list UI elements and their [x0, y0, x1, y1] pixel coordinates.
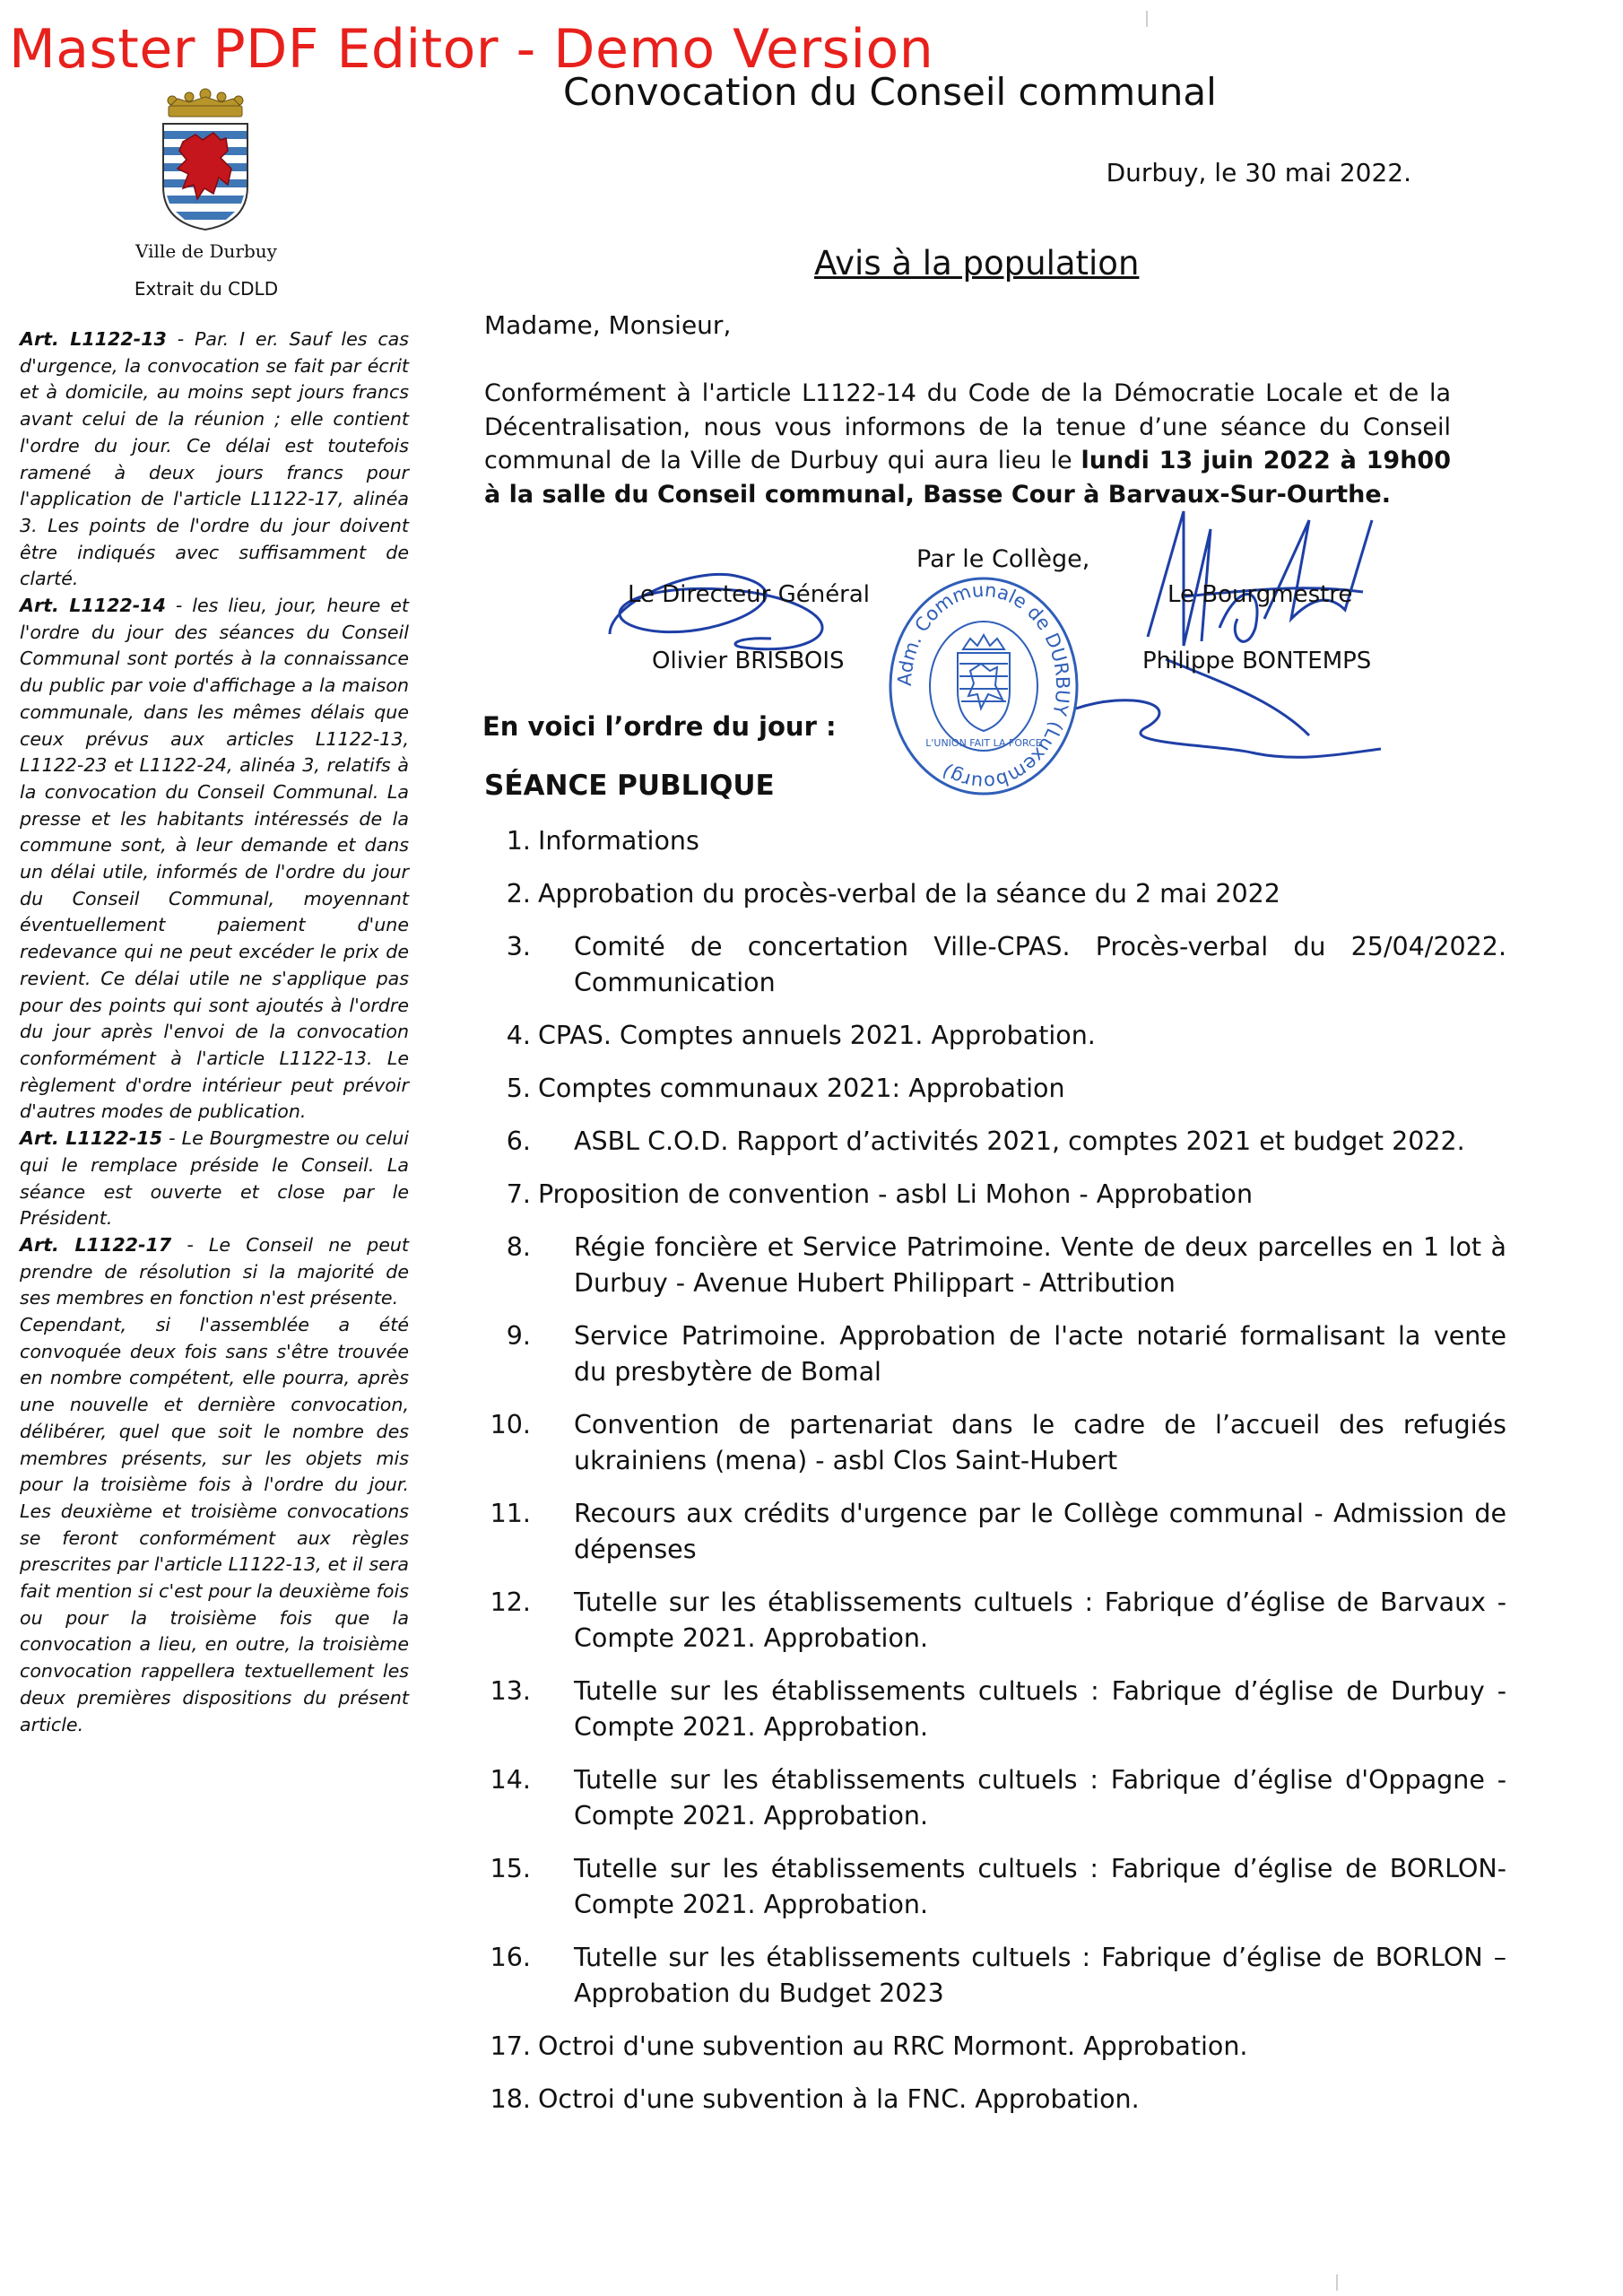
- agenda-item-text: Proposition de convention - asbl Li Mohon - Approbation: [538, 1179, 1254, 1209]
- agenda-item: [484, 1496, 1506, 1568]
- mayor-name: Philippe BONTEMPS: [1142, 648, 1372, 674]
- avis-heading: Avis à la population: [814, 244, 1140, 283]
- agenda-item-number: 4.: [506, 1021, 531, 1050]
- agenda-item: [484, 1674, 1506, 1745]
- watermark: Master PDF Editor - Demo Version: [9, 18, 934, 81]
- agenda-item: [484, 1762, 1506, 1834]
- cdld-paragraph: [20, 1232, 409, 1312]
- agenda-item-text: Tutelle sur les établissements cultuels : Fabrique d’église de Durbuy - Compte 2021. Approbation.: [574, 1676, 1506, 1742]
- scan-mark: [1336, 2274, 1338, 2291]
- agenda-item-number: 12.: [490, 1587, 531, 1617]
- agenda-item-number: 11.: [490, 1499, 531, 1528]
- agenda-list: [484, 823, 1506, 2135]
- cdld-excerpt: [20, 326, 409, 1738]
- cdld-paragraph: [20, 593, 409, 1126]
- agenda-item-text: Tutelle sur les établissements cultuels : Fabrique d’église de BORLON – Approbation du Budget 2023: [574, 1943, 1506, 2008]
- agenda-item-number: 18.: [490, 2084, 531, 2114]
- ville-name: Ville de Durbuy: [135, 240, 277, 262]
- agenda-item: [484, 2082, 1506, 2118]
- seance-heading: SÉANCE PUBLIQUE: [484, 770, 775, 802]
- agenda-item: [484, 1124, 1506, 1160]
- agenda-item: [484, 1585, 1506, 1657]
- agenda-item-text: Tutelle sur les établissements cultuels : Fabrique d’église de Barvaux - Compte 2021. Approbation.: [574, 1587, 1506, 1653]
- agenda-item-text: Service Patrimoine. Approbation de l'acte notarié formalisant la vente du presbytère de Bomal: [574, 1321, 1506, 1387]
- agenda-item-text: Tutelle sur les établissements cultuels : Fabrique d’église de BORLON-Compte 2021. Approbation.: [574, 1854, 1506, 1919]
- agenda-item: [484, 1230, 1506, 1301]
- article-text: - Par. I er. Sauf les cas d'urgence, la convocation se fait par écrit et à domicile, au moins sept jours francs avant celui de la réunion ; elle contient l'ordre du jour. Ce délai est toutefois ramené à deux jours francs pour l'application de l'article L1122-17, alinéa 3. Les points de l'ordre du jour doivent être indiqués avec suffisamment de clarté.: [20, 328, 409, 590]
- article-ref: Art. L1122-15: [20, 1127, 163, 1150]
- scan-mark: [1146, 11, 1148, 27]
- agenda-item-number: 16.: [490, 1943, 531, 1972]
- agenda-item-text: Octroi d'une subvention à la FNC. Approbation.: [538, 2084, 1140, 2114]
- agenda-item: [484, 823, 1506, 859]
- agenda-item: [484, 1177, 1506, 1213]
- agenda-item-text: Informations: [538, 826, 699, 856]
- agenda-item-number: 9.: [506, 1321, 531, 1351]
- agenda-item-number: 3.: [506, 932, 531, 961]
- article-text: - Le Bourgmestre ou celui qui le remplace préside le Conseil. La séance est ouverte et close par le Président.: [20, 1127, 409, 1230]
- agenda-item-number: 8.: [506, 1232, 531, 1262]
- agenda-item-text: Régie foncière et Service Patrimoine. Vente de deux parcelles en 1 lot à Durbuy - Avenue Hubert Philippart - Attribution: [574, 1232, 1506, 1298]
- agenda-item-number: 5.: [506, 1074, 531, 1103]
- intro-text: Conformément à l'article L1122-14 du Code de la Démocratie Locale et de la Décentralisation, nous vous informons de la tenue d’une séance du Conseil communal de la Ville de Durbuy qui aura lieu le: [484, 379, 1451, 474]
- agenda-item: [484, 1071, 1506, 1107]
- stamp-ring-text: Adm. Communale de DURBUY (Luxembourg): [893, 578, 1074, 794]
- mayor-signature-icon: [681, 484, 1399, 789]
- agenda-item-text: Tutelle sur les établissements cultuels : Fabrique d’église d'Oppagne - Compte 2021. Approbation.: [574, 1765, 1506, 1831]
- extrait-heading: Extrait du CDLD: [134, 278, 279, 300]
- article-text: - Le Conseil ne peut prendre de résolution si la majorité de ses membres en fonction n'est présente.: [20, 1233, 409, 1309]
- agenda-item: [484, 1318, 1506, 1390]
- agenda-item-number: 2.: [506, 879, 531, 909]
- agenda-item-number: 15.: [490, 1854, 531, 1883]
- article-text: Cependant, si l'assemblée a été convoquée deux fois sans s'être trouvée en nombre compétent, elle pourra, après une nouvelle et dernière convocation, délibérer, quel que soit le nombre des membres présents, sur les objets mis pour la troisième fois à l'ordre du jour. Les deuxième et troisième convocations se feront conformément aux règles prescrites par l'article L1122-13, et il sera fait mention si c'est pour la deuxième fois ou pour la troisième fois que la convocation a lieu, en outre, la troisième convocation rappellera textuellement les deux premières dispositions du présent article.: [20, 1314, 409, 1735]
- article-ref: Art. L1122-17: [20, 1233, 172, 1256]
- agenda-item-text: Comptes communaux 2021: Approbation: [538, 1074, 1065, 1103]
- mayor-title: Le Bourgmestre: [1167, 581, 1353, 608]
- agenda-item-text: Comité de concertation Ville-CPAS. Procès-verbal du 25/04/2022. Communication: [574, 932, 1506, 997]
- agenda-item-number: 14.: [490, 1765, 531, 1795]
- cdld-paragraph: [20, 1126, 409, 1232]
- agenda-item-number: 6.: [506, 1126, 531, 1156]
- document-date: Durbuy, le 30 mai 2022.: [1106, 158, 1411, 187]
- document-title: Convocation du Conseil communal: [563, 70, 1217, 114]
- agenda-item-text: Approbation du procès-verbal de la séance du 2 mai 2022: [538, 879, 1280, 909]
- agenda-item: [484, 929, 1506, 1001]
- agenda-item: [484, 876, 1506, 912]
- stamp-motto: L'UNION FAIT LA FORCE: [925, 737, 1042, 749]
- article-ref: Art. L1122-14: [20, 595, 166, 617]
- agenda-item-text: CPAS. Comptes annuels 2021. Approbation.: [538, 1021, 1096, 1050]
- article-text: - les lieu, jour, heure et l'ordre du jour des séances du Conseil Communal sont portés à la connaissance du public par voie d'affichage a la maison communale, dans les mêmes délais que ceux prévus aux articles L1122-13, L1122-23 et L1122-24, alinéa 3, relatifs à la convocation du Conseil Communal. La presse et les habitants intéressés de la commune sont, à leur demande et dans un délai utile, informés de l'ordre du jour du Conseil Communal, moyennant éventuellement paiement d'une redevance qui ne peut excéder le prix de revient. Ce délai utile ne s'applique pas pour des points qui sont ajoutés à l'ordre du jour après l'envoi de la convocation conformément à l'article L1122-13. Le règlement d'ordre intérieur peut prévoir d'autres modes de publication.: [20, 595, 409, 1123]
- signature-par-college: Par le Collège,: [916, 545, 1090, 573]
- cdld-paragraph: [20, 326, 409, 593]
- agenda-item-number: 7.: [506, 1179, 531, 1209]
- agenda-item-text: Convention de partenariat dans le cadre de l’accueil des refugiés ukrainiens (mena) - asbl Clos Saint-Hubert: [574, 1410, 1506, 1475]
- agenda-item: [484, 1407, 1506, 1479]
- agenda-item-text: ASBL C.O.D. Rapport d’activités 2021, comptes 2021 et budget 2022.: [574, 1126, 1465, 1156]
- agenda-item-number: 1.: [506, 826, 531, 856]
- agenda-item-text: Octroi d'une subvention au RRC Mormont. Approbation.: [538, 2031, 1248, 2061]
- agenda-item-number: 17.: [490, 2031, 531, 2061]
- agenda-item-number: 10.: [490, 1410, 531, 1439]
- cdld-paragraph: [20, 1312, 409, 1738]
- salutation: Madame, Monsieur,: [484, 310, 732, 340]
- director-title: Le Directeur Général: [628, 581, 871, 608]
- agenda-item-text: Recours aux crédits d'urgence par le Collège communal - Admission de dépenses: [574, 1499, 1506, 1564]
- agenda-item: [484, 2029, 1506, 2065]
- agenda-item: [484, 1940, 1506, 2012]
- agenda-item: [484, 1851, 1506, 1923]
- durbuy-coat-of-arms-icon: [156, 88, 255, 231]
- director-name: Olivier BRISBOIS: [652, 648, 845, 674]
- agenda-item-number: 13.: [490, 1676, 531, 1706]
- agenda-intro: En voici l’ordre du jour :: [482, 711, 837, 742]
- article-ref: Art. L1122-13: [20, 328, 167, 350]
- intro-meeting-details: lundi 13 juin 2022 à 19h00 à la salle du Conseil communal, Basse Cour à Barvaux-Sur-Ourthe.: [484, 447, 1451, 509]
- agenda-item: [484, 1018, 1506, 1054]
